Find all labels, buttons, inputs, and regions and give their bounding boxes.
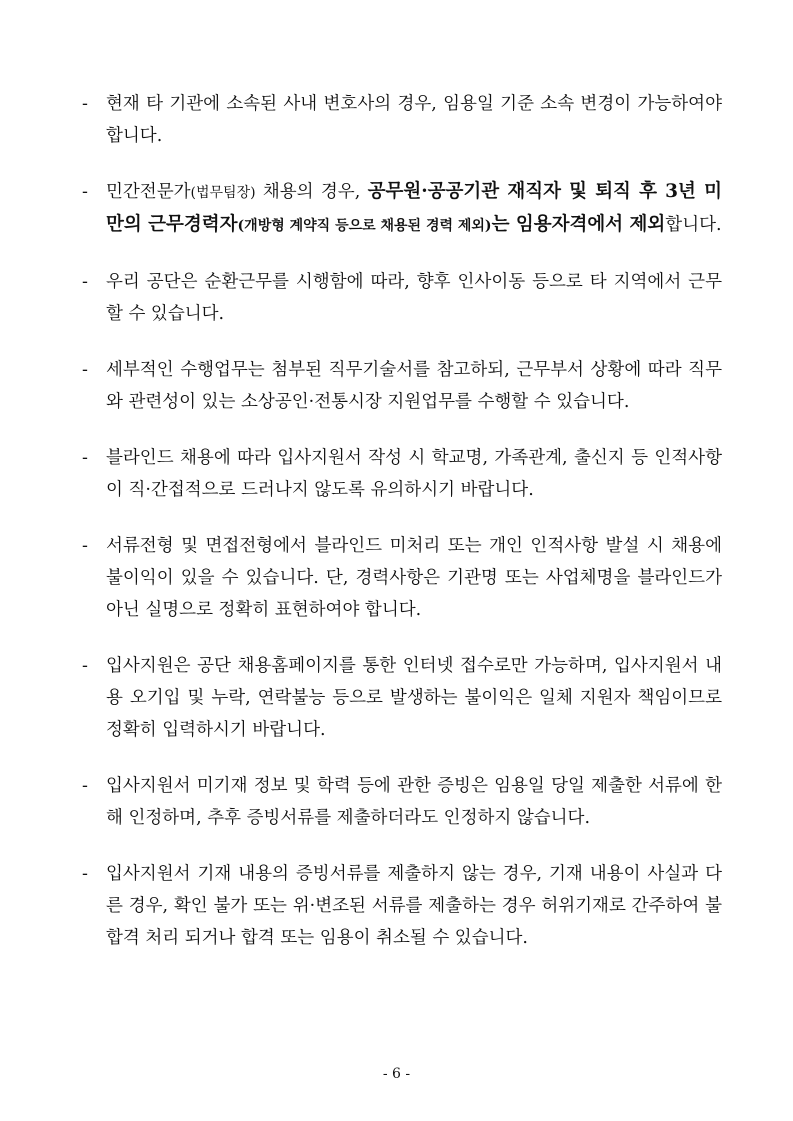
item-text: 입사지원서 미기재 정보 및 학력 등에 관한 증빙은 임용일 당일 제출한 서류에 한해 인정하며, 추후 증빙서류를 제출하더라도 인정하지 않습니다. — [106, 776, 722, 828]
list-item — [82, 266, 722, 330]
item-text: 서류전형 및 면접전형에서 블라인드 미처리 또는 개인 인적사항 발설 시 채용에 불이익이 있을 수 있습니다. 단, 경력사항은 기관명 또는 사업체명을 블라인드가 아닌 실명으로 정확히 표현하여야 합니다. — [106, 536, 722, 620]
bullet-dash: - — [82, 94, 88, 114]
list-item — [82, 354, 722, 418]
item-text — [106, 176, 722, 242]
list-item — [82, 88, 722, 152]
bullet-dash: - — [82, 360, 88, 380]
notice-list — [82, 88, 722, 978]
text-segment: 합니다. — [665, 215, 722, 235]
bullet-dash: - — [82, 448, 88, 468]
list-item — [82, 442, 722, 506]
item-text: 입사지원서 기재 내용의 증빙서류를 제출하지 않는 경우, 기재 내용이 사실과 다른 경우, 확인 불가 또는 위·변조된 서류를 제출하는 경우 허위기재로 간주하여 불합격 처리 되거나 합격 또는 임용이 취소될 수 있습니다. — [106, 864, 722, 948]
bullet-dash: - — [82, 536, 88, 556]
text-segment-small: (법무팀장) — [190, 185, 256, 201]
text-segment: 채용의 경우, — [255, 182, 368, 202]
text-segment-bold: 는 임용자격에서 제외 — [491, 214, 666, 235]
bullet-dash: - — [82, 776, 88, 796]
bullet-dash: - — [82, 656, 88, 676]
text-segment-small-bold: (개방형 계약직 등으로 채용된 경력 제외) — [237, 218, 492, 234]
bullet-dash: - — [82, 272, 88, 292]
text-segment: 민간전문가 — [106, 182, 191, 202]
item-text: 우리 공단은 순환근무를 시행함에 따라, 향후 인사이동 등으로 타 지역에서 근무할 수 있습니다. — [106, 272, 722, 324]
list-item — [82, 176, 722, 242]
list-item — [82, 530, 722, 626]
list-item — [82, 650, 722, 746]
item-text: 현재 타 기관에 소속된 사내 변호사의 경우, 임용일 기준 소속 변경이 가능하여야 합니다. — [106, 94, 722, 146]
list-item — [82, 858, 722, 954]
list-item — [82, 770, 722, 834]
bullet-dash: - — [82, 864, 88, 884]
text-segment-bold: 공무원·공공기관 재직자 및 퇴직 후 3년 미만의 근무경력자 — [106, 181, 722, 235]
item-text: 입사지원은 공단 채용홈페이지를 통한 인터넷 접수로만 가능하며, 입사지원서 내용 오기입 및 누락, 연락불능 등으로 발생하는 불이익은 일체 지원자 책임이므로 정확히 입력하시기 바랍니다. — [106, 656, 722, 740]
item-text: 블라인드 채용에 따라 입사지원서 작성 시 학교명, 가족관계, 출신지 등 인적사항이 직·간접적으로 드러나지 않도록 유의하시기 바랍니다. — [106, 448, 722, 500]
bullet-dash: - — [82, 182, 88, 202]
item-text: 세부적인 수행업무는 첨부된 직무기술서를 참고하되, 근무부서 상황에 따라 직무와 관련성이 있는 소상공인·전통시장 지원업무를 수행할 수 있습니다. — [106, 360, 722, 412]
page-number: - 6 - — [382, 1066, 411, 1082]
